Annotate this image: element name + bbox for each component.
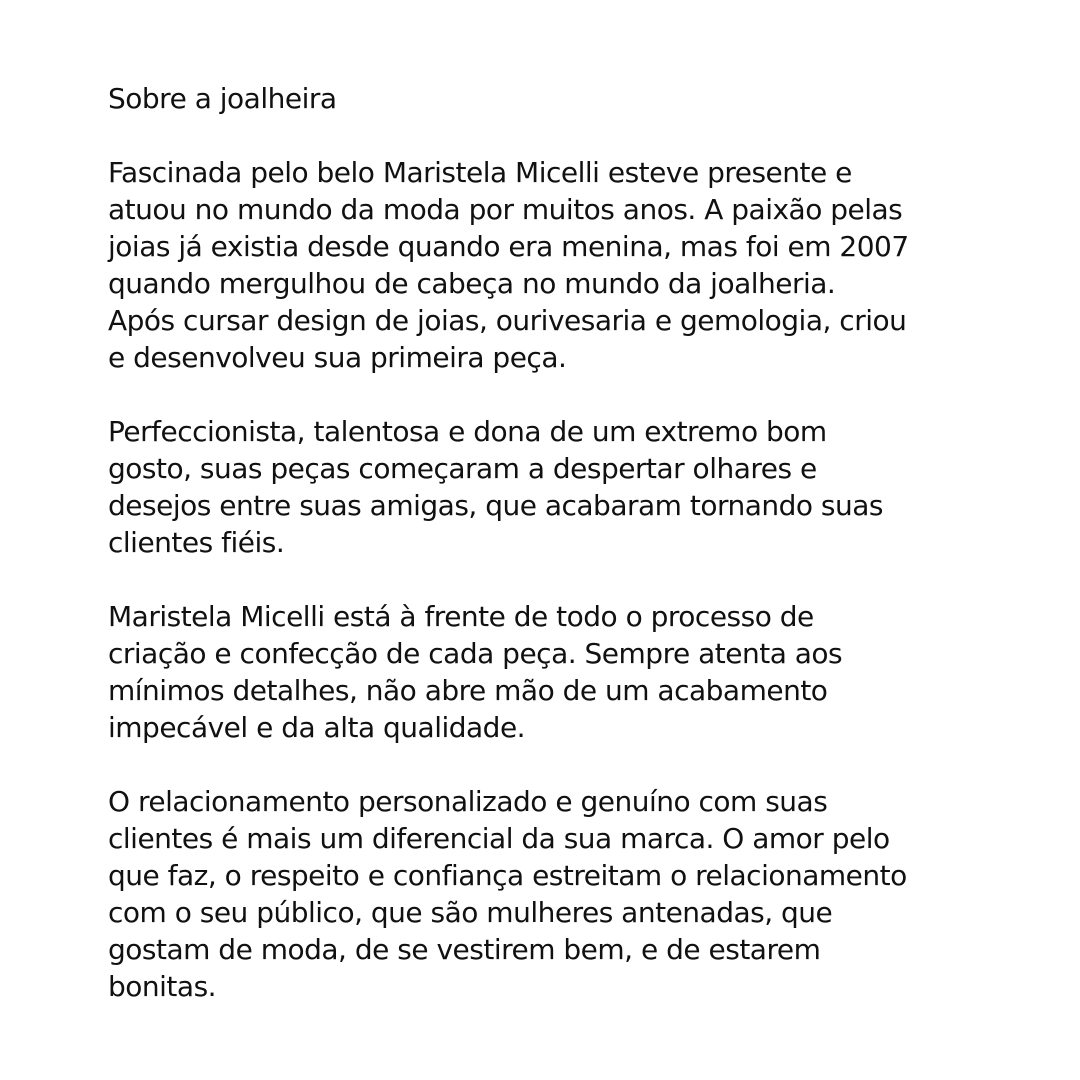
- paragraph-line: clientes é mais um diferencial da sua marca. O amor pelo: [108, 822, 890, 855]
- about-section: [108, 80, 988, 1005]
- paragraph-line: desejos entre suas amigas, que acabaram tornando suas: [108, 489, 883, 522]
- paragraph-line: que faz, o respeito e confiança estreitam o relacionamento: [108, 859, 907, 892]
- paragraph-line: joias já existia desde quando era menina, mas foi em 2007: [108, 230, 909, 263]
- paragraph-line: Fascinada pelo belo Maristela Micelli esteve presente e: [108, 156, 852, 189]
- paragraph-line: gostam de moda, de se vestirem bem, e de estarem: [108, 933, 821, 966]
- paragraph-line: gosto, suas peças começaram a despertar olhares e: [108, 452, 817, 485]
- paragraph-line: Após cursar design de joias, ourivesaria e gemologia, criou: [108, 304, 907, 337]
- paragraph-line: Perfeccionista, talentosa e dona de um extremo bom: [108, 415, 827, 448]
- paragraph-line: mínimos detalhes, não abre mão de um acabamento: [108, 674, 828, 707]
- paragraph-4: [108, 783, 988, 1005]
- paragraph-line: bonitas.: [108, 970, 217, 1003]
- paragraph-line: O relacionamento personalizado e genuíno com suas: [108, 785, 828, 818]
- paragraph-line: Maristela Micelli está à frente de todo o processo de: [108, 600, 814, 633]
- paragraph-line: atuou no mundo da moda por muitos anos. A paixão pelas: [108, 193, 903, 226]
- paragraph-line: com o seu público, que são mulheres antenadas, que: [108, 896, 833, 929]
- paragraph-line: impecável e da alta qualidade.: [108, 711, 526, 744]
- paragraph-line: criação e confecção de cada peça. Sempre atenta aos: [108, 637, 843, 670]
- paragraph-2: [108, 413, 988, 561]
- paragraph-line: e desenvolveu sua primeira peça.: [108, 341, 567, 374]
- paragraph-3: [108, 598, 988, 746]
- paragraph-1: [108, 154, 988, 376]
- page-title: Sobre a joalheira: [108, 82, 337, 115]
- paragraph-line: clientes fiéis.: [108, 526, 285, 559]
- paragraph-line: quando mergulhou de cabeça no mundo da joalheria.: [108, 267, 836, 300]
